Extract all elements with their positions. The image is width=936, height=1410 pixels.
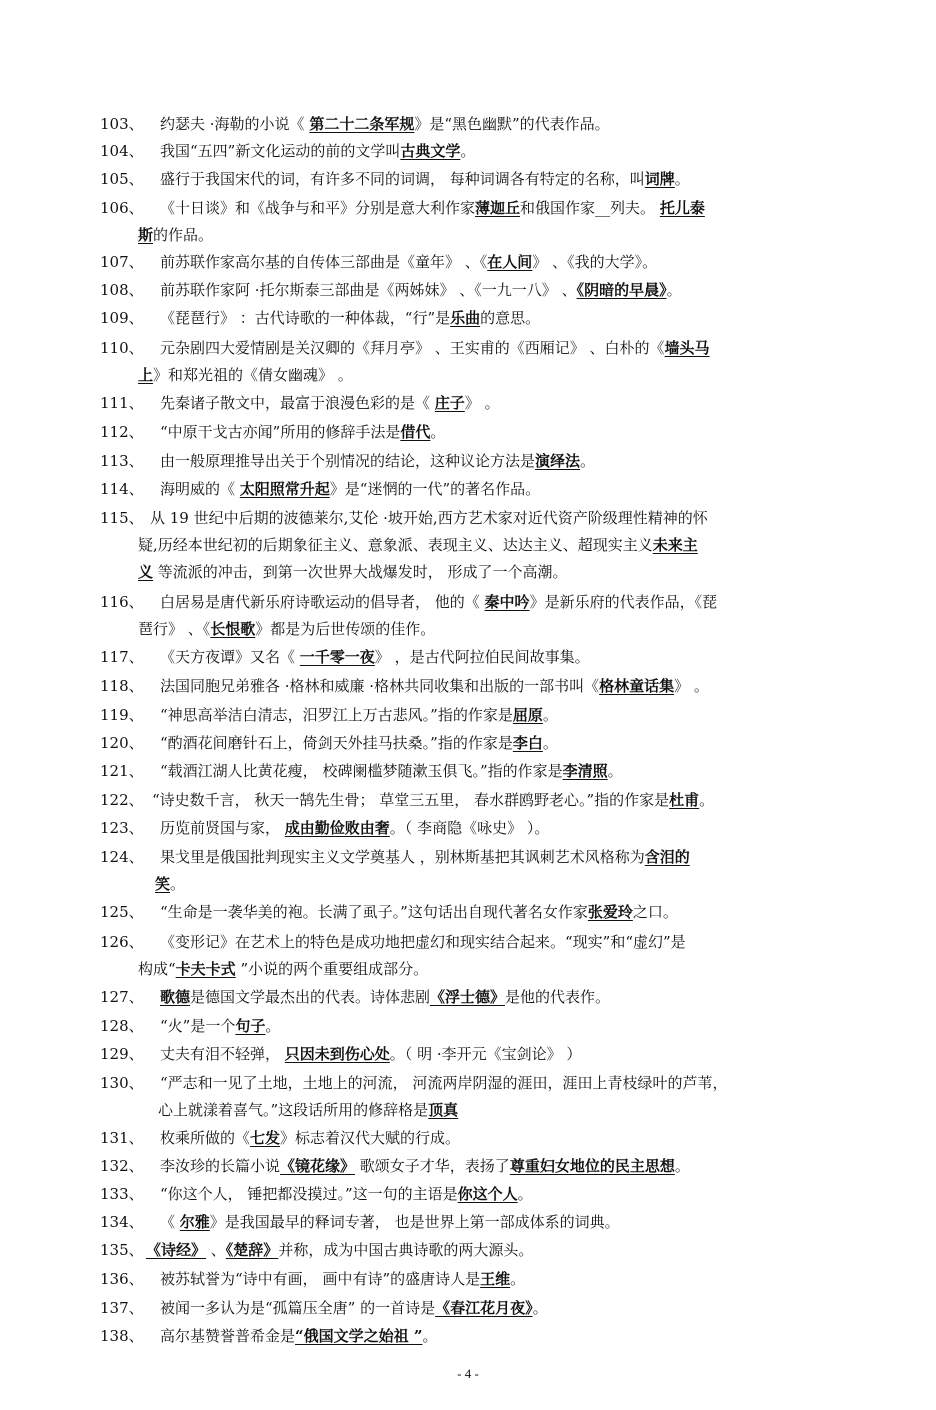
answer: 义 bbox=[138, 563, 154, 581]
list-item: 124、 果戈里是俄国批判现实主义文学奠基人 ，别林斯基把其讽刺艺术风格称为含泪的 笑。 bbox=[100, 844, 860, 871]
list-item: 121、 “载酒江湖人比黄花瘦， 校碑阑槛梦随漱玉俱飞。”指的作家是李清照。 bbox=[100, 758, 860, 785]
answer: 太阳照常升起 bbox=[239, 480, 330, 498]
answer: 尊重妇女地位的民主思想 bbox=[509, 1157, 675, 1175]
item-number: 125、 bbox=[100, 903, 144, 921]
item-number: 120、 bbox=[100, 734, 144, 752]
answer: 句子 bbox=[235, 1017, 266, 1035]
list-item: 138、 高尔基赞誉普希金是“俄国文学之始祖 ”。 bbox=[100, 1323, 860, 1350]
answer: 含泪的 bbox=[644, 848, 690, 866]
item-number: 124、 bbox=[100, 848, 144, 866]
list-item: 122、 “诗史数千言， 秋天一鹄先生骨； 草堂三五里， 春水群鸥野老心。”指的作家是杜甫。 bbox=[100, 787, 860, 814]
answer: 未来主 bbox=[652, 536, 698, 554]
item-number: 106、 bbox=[100, 199, 144, 217]
item-number: 134、 bbox=[100, 1213, 144, 1231]
item-number: 128、 bbox=[100, 1017, 144, 1035]
list-item: 103、 约瑟夫 ·海勒的小说《 第二十二条军规》是“黑色幽默”的代表作品。 bbox=[100, 111, 860, 138]
list-item: 123、 历览前贤国与家， 成由勤俭败由奢。（ 李商隐《咏史》 ）。 bbox=[100, 815, 860, 842]
item-number: 118、 bbox=[100, 677, 144, 695]
list-item: 128、 “火”是一个句子。 bbox=[100, 1013, 860, 1040]
answer: 乐曲 bbox=[450, 309, 481, 327]
answer: 张爱玲 bbox=[587, 903, 633, 921]
item-number: 109、 bbox=[100, 309, 144, 327]
answer: 薄迦丘 bbox=[475, 199, 521, 217]
list-item: 113、 由一般原理推导出关于个别情况的结论，这种议论方法是演绎法。 bbox=[100, 448, 860, 475]
item-number: 123、 bbox=[100, 819, 144, 837]
answer: 墙头马 bbox=[664, 339, 710, 357]
item-number: 137、 bbox=[100, 1299, 144, 1317]
list-item: 107、 前苏联作家高尔基的自传体三部曲是《童年》 、《在人间》 、《我的大学》。 bbox=[100, 249, 860, 276]
list-item: 129、 丈夫有泪不轻弹， 只因未到伤心处。（ 明 ·李开元《宝剑论》 ） bbox=[100, 1041, 860, 1068]
answer: 古典文学 bbox=[400, 142, 461, 160]
answer: 托儿泰 bbox=[659, 199, 705, 217]
item-number: 112、 bbox=[100, 423, 144, 441]
answer: 一千零一夜 bbox=[299, 648, 375, 666]
item-number: 129、 bbox=[100, 1045, 144, 1063]
item-number: 132、 bbox=[100, 1157, 144, 1175]
item-number: 135、 bbox=[100, 1241, 144, 1259]
item-number: 108、 bbox=[100, 281, 144, 299]
item-number: 119、 bbox=[100, 706, 144, 724]
item-number: 105、 bbox=[100, 170, 144, 188]
answer: 格林童话集 bbox=[599, 677, 675, 695]
list-item: 106、 《十日谈》和《战争与和平》分别是意大利作家薄迦丘和俄国作家__列夫。 托儿泰 斯的作品。 bbox=[100, 195, 860, 222]
answer: 你这个人 bbox=[457, 1185, 518, 1203]
answer: 屈原 bbox=[512, 706, 543, 724]
answer: 在人间 bbox=[487, 253, 533, 271]
list-item: 111、 先秦诸子散文中，最富于浪漫色彩的是《 庄子》 。 bbox=[100, 390, 860, 417]
list-item: 126、 《变形记》在艺术上的特色是成功地把虚幻和现实结合起来。“现实”和“虚幻”是 构成“卡夫卡式 ”小说的两个重要组成部分。 bbox=[100, 929, 860, 956]
answer: 歌德 bbox=[160, 988, 191, 1006]
item-number: 113、 bbox=[100, 452, 144, 470]
item-number: 133、 bbox=[100, 1185, 144, 1203]
list-item: 130、 “严志和一见了土地，土地上的河流， 河流两岸阴湿的涯田，涯田上青枝绿叶的芦苇， 心上就漾着喜气。”这段话所用的修辞格是顶真 bbox=[100, 1070, 860, 1097]
answer: 长恨歌 bbox=[210, 620, 256, 638]
item-number: 127、 bbox=[100, 988, 144, 1006]
answer: 上 bbox=[138, 366, 154, 384]
item-number: 114、 bbox=[100, 480, 144, 498]
item-number: 107、 bbox=[100, 253, 144, 271]
item-number: 131、 bbox=[100, 1129, 144, 1147]
answer: 斯 bbox=[138, 226, 154, 244]
item-number: 103、 bbox=[100, 115, 144, 133]
list-item: 105、 盛行于我国宋代的词，有许多不同的词调， 每种词调各有特定的名称，叫词牌。 bbox=[100, 166, 860, 193]
answer: 尔雅 bbox=[179, 1213, 210, 1231]
answer: 卡夫卡式 bbox=[175, 960, 236, 978]
item-number: 138、 bbox=[100, 1327, 144, 1345]
answer: 《春江花月夜》 bbox=[435, 1299, 533, 1317]
answer: 只因未到伤心处 bbox=[284, 1045, 390, 1063]
list-item: 116、 白居易是唐代新乐府诗歌运动的倡导者， 他的《 秦中吟》是新乐府的代表作品，《琵 琶行》 、《长恨歌》都是为后世传颂的佳作。 bbox=[100, 589, 860, 616]
item-number: 115、 bbox=[100, 509, 144, 527]
item-number: 122、 bbox=[100, 791, 144, 809]
list-item: 125、 “生命是一袭华美的袍。长满了虱子。”这句话出自现代著名女作家张爱玲之口。 bbox=[100, 899, 860, 926]
list-item: 110、 元杂剧四大爱情剧是关汉卿的《拜月亭》 、王实甫的《西厢记》 、白朴的《墙头马 上》和郑光祖的《倩女幽魂》 。 bbox=[100, 335, 860, 362]
page-number: - 4 - bbox=[457, 1366, 479, 1381]
item-number: 136、 bbox=[100, 1270, 144, 1288]
item-number: 117、 bbox=[100, 648, 144, 666]
answer: 李白 bbox=[512, 734, 543, 752]
list-item: 135、 《诗经》 、《楚辞》并称，成为中国古典诗歌的两大源头。 bbox=[100, 1237, 860, 1264]
item-number: 130、 bbox=[100, 1074, 144, 1092]
list-item: 127、 歌德是德国文学最杰出的代表。诗体悲剧《浮士德》是他的代表作。 bbox=[100, 984, 860, 1011]
answer: 《诗经》 bbox=[146, 1241, 207, 1259]
answer: 成由勤俭败由奢 bbox=[284, 819, 390, 837]
answer: 李清照 bbox=[562, 762, 608, 780]
item-number: 104、 bbox=[100, 142, 144, 160]
answer: 《楚辞》 bbox=[225, 1241, 279, 1259]
list-item: 119、 “神思高举洁白清志，汨罗江上万古悲风。”指的作家是屈原。 bbox=[100, 702, 860, 729]
answer: 七发 bbox=[250, 1129, 281, 1147]
list-item: 134、 《 尔雅》是我国最早的释词专著， 也是世界上第一部成体系的词典。 bbox=[100, 1209, 860, 1236]
answer: 演绎法 bbox=[535, 452, 581, 470]
list-item: 108、 前苏联作家阿 ·托尔斯泰三部曲是《两姊妹》 、《一九一八》 、《阴暗的早晨》。 bbox=[100, 277, 860, 304]
list-item: 114、 海明威的《 太阳照常升起》是“迷惘的一代”的著名作品。 bbox=[100, 476, 860, 503]
answer: “俄国文学之始祖 ” bbox=[295, 1327, 423, 1345]
list-item: 104、 我国“五四”新文化运动的前的文学叫古典文学。 bbox=[100, 138, 860, 165]
list-item: 132、 李汝珍的长篇小说《镜花缘》 歌颂女子才华，表扬了尊重妇女地位的民主思想。 bbox=[100, 1153, 860, 1180]
item-number: 121、 bbox=[100, 762, 144, 780]
answer: 王维 bbox=[480, 1270, 511, 1288]
answer: 顶真 bbox=[428, 1101, 459, 1119]
list-item: 137、 被闻一多认为是“孤篇压全唐” 的一首诗是《春江花月夜》。 bbox=[100, 1295, 860, 1322]
list-item: 112、 “中原干戈古亦闻”所用的修辞手法是借代。 bbox=[100, 419, 860, 446]
list-item: 133、 “你这个人， 锤把都没摸过。”这一句的主语是你这个人。 bbox=[100, 1181, 860, 1208]
answer: 词牌 bbox=[644, 170, 675, 188]
item-number: 126、 bbox=[100, 933, 144, 951]
answer: 庄子 bbox=[434, 394, 465, 412]
item-number: 116、 bbox=[100, 593, 144, 611]
list-item: 109、 《琵琶行》 ：古代诗歌的一种体裁，“行”是乐曲的意思。 bbox=[100, 305, 860, 332]
answer: 秦中吟 bbox=[484, 593, 530, 611]
answer: 第二十二条军规 bbox=[309, 115, 415, 133]
answer: 《阴暗的早晨》 bbox=[576, 281, 667, 299]
item-number: 110、 bbox=[100, 339, 144, 357]
list-item: 120、 “酌酒花间磨针石上，倚剑天外挂马扶桑。”指的作家是李白。 bbox=[100, 730, 860, 757]
list-item: 136、 被苏轼誉为“诗中有画， 画中有诗”的盛唐诗人是王维。 bbox=[100, 1266, 860, 1293]
list-item: 131、 枚乘所做的《七发》标志着汉代大赋的行成。 bbox=[100, 1125, 860, 1152]
answer: 《浮士德》 bbox=[430, 988, 506, 1006]
item-number: 111、 bbox=[100, 394, 144, 412]
answer: 《镜花缘》 bbox=[280, 1157, 356, 1175]
answer: 借代 bbox=[400, 423, 431, 441]
answer: 笑 bbox=[155, 875, 171, 893]
list-item: 117、 《天方夜谭》又名《 一千零一夜》 ，是古代阿拉伯民间故事集。 bbox=[100, 644, 860, 671]
list-item: 118、 法国同胞兄弟雅各 ·格林和威廉 ·格林共同收集和出版的一部书叫《格林童话集》 。 bbox=[100, 673, 860, 700]
list-item: 115、 从 19 世纪中后期的波德莱尔,艾伦 ·坡开始,西方艺术家对近代资产阶级理性精神的怀 疑,历经本世纪初的后期象征主义、意象派、表现主义、达达主义、超现实主义未来主 义 等流派的冲击，到第一次世界大战爆发时， 形成了一个高潮。 bbox=[100, 505, 860, 532]
answer: 杜甫 bbox=[669, 791, 700, 809]
